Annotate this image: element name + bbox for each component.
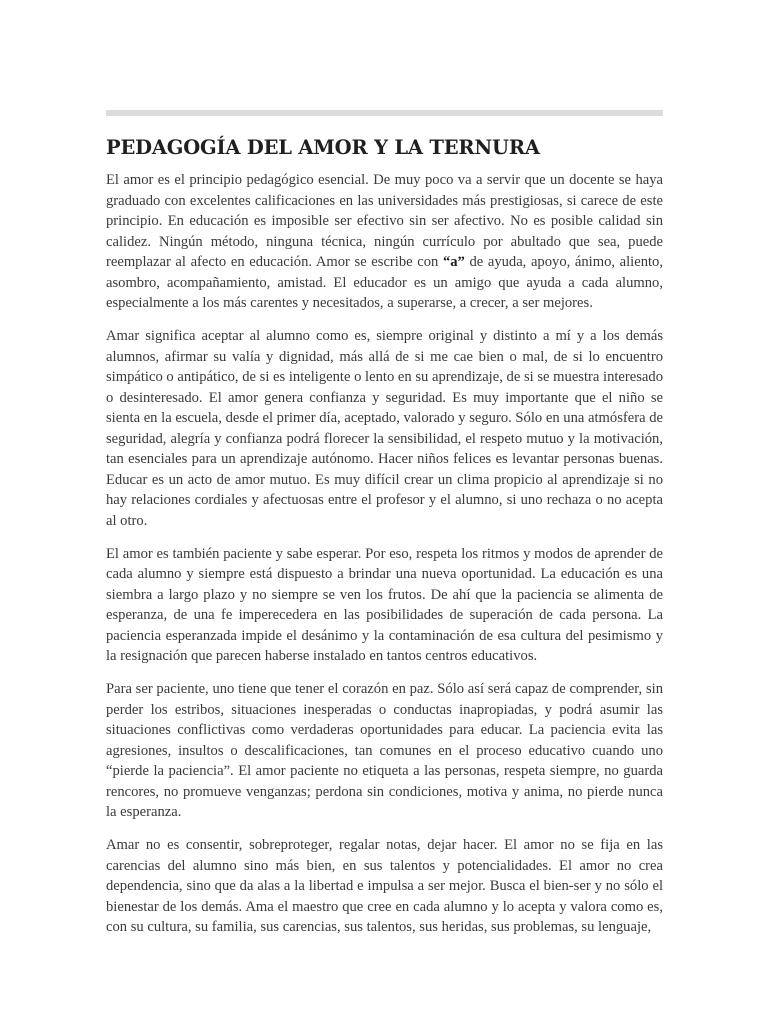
document-page — [106, 110, 663, 950]
header-divider — [106, 110, 663, 116]
paragraph-1-text-b: de ayuda, apoyo, ánimo, aliento, asombro, acompañamiento, amistad. El educador es un amigo que ayuda a cada alumno, especialmente a los más carentes y necesitados, a superarse, a crecer, a ser mejores. — [106, 254, 663, 311]
emphasized-letter-a: “a” — [442, 254, 465, 270]
paragraph-5: Amar no es consentir, sobreproteger, regalar notas, dejar hacer. El amor no se fija en las carencias del alumno sino más bien, en sus talentos y potencialidades. El amor no crea dependencia, sino que da alas a la libertad e impulsa a ser mejor. Busca el bien-ser y no sólo el bienestar de los demás. Ama el maestro que cree en cada alumno y lo acepta y valora como es, con su cultura, su familia, sus carencias, sus talentos, sus heridas, sus problemas, su lenguaje, — [106, 837, 663, 935]
paragraph-2: Amar significa aceptar al alumno como es, siempre original y distinto a mí y a los demás alumnos, afirmar su valía y dignidad, más allá de si me cae bien o mal, de si lo encuentro simpático o antipático, de si es inteligente o lento en su aprendizaje, de si se muestra interesado o desinteresado. El amor genera confianza y seguridad. Es muy importante que el niño se sienta en la escuela, desde el primer día, aceptado, valorado y seguro. Sólo en una atmósfera de seguridad, alegría y confianza podrá florecer la sensibilidad, el respeto mutuo y la motivación, tan esenciales para un aprendizaje autónomo. Hacer niños felices es levantar personas buenas. Educar es un acto de amor mutuo. Es muy difícil crear un clima propicio al aprendizaje si no hay relaciones cordiales y afectuosas entre el profesor y el alumno, si uno rechaza o no acepta al otro. — [106, 328, 663, 529]
document-title: PEDAGOGÍA DEL AMOR Y LA TERNURA — [106, 136, 540, 159]
paragraph-1 — [106, 170, 663, 314]
paragraph-1-text-a: El amor es el principio pedagógico esencial. De muy poco va a servir que un docente se haya graduado con excelentes calificaciones en las universidades más prestigiosas, si carece de este principio. En educación es imposible ser efectivo sin ser afectivo. No es posible calidad sin calidez. Ningún método, ninguna técnica, ningún currículo por abultado que sea, puede reemplazar al afecto en educación. Amor se escribe con — [106, 172, 663, 270]
paragraph-3: El amor es también paciente y sabe esperar. Por eso, respeta los ritmos y modos de aprender de cada alumno y siempre está dispuesto a brindar una nueva oportunidad. La educación es una siembra a largo plazo y no siempre se ven los frutos. De ahí que la paciencia se alimenta de esperanza, de una fe imperecedera en las posibilidades de superación de cada persona. La paciencia esperanzada impide el desánimo y la contaminación de esa cultura del pesimismo y la resignación que parecen haberse instalado en tantos centros educativos. — [106, 545, 663, 664]
paragraph-4: Para ser paciente, uno tiene que tener el corazón en paz. Sólo así será capaz de comprender, sin perder los estribos, situaciones inesperadas o conductas inapropiadas, y podrá asumir las situaciones conflictivas como verdaderas oportunidades para educar. La paciencia evita las agresiones, insultos o descalificaciones, tan comunes en el proceso educativo cuando uno “pierde la paciencia”. El amor paciente no etiqueta a las personas, respeta siempre, no guarda rencores, no promueve venganzas; perdona sin condiciones, motiva y anima, no pierde nunca la esperanza. — [106, 681, 663, 820]
